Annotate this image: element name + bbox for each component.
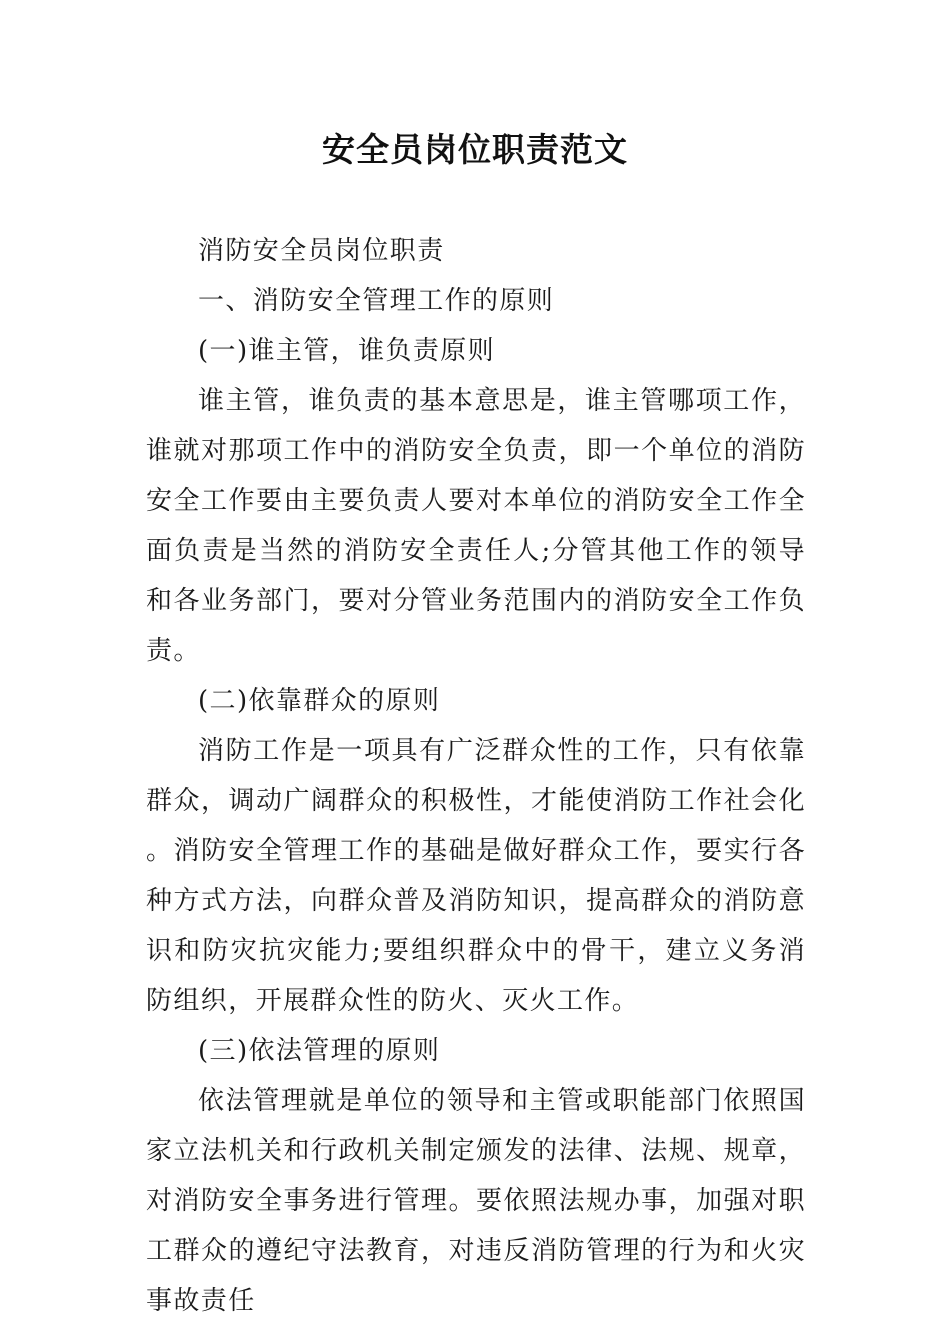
body-paragraph: 消防工作是一项具有广泛群众性的工作，只有依靠群众，调动广阔群众的积极性，才能使消防工作社会化。消防安全管理工作的基础是做好群众工作，要实行各种方式方法，向群众普及消防知识，提高群众的消防意识和防灾抗灾能力;要组织群众中的骨干，建立义务消防组织，开展群众性的防火、灭火工作。 [146,736,806,1016]
chapter-heading: 一、消防安全管理工作的原则 [198,286,555,316]
document-title: 安全员岗位职责范文 [322,130,628,169]
subsection-heading: (二)依靠群众的原则 [198,686,441,716]
section-heading: 消防安全员岗位职责 [198,236,445,266]
body-paragraph: 依法管理就是单位的领导和主管或职能部门依照国家立法机关和行政机关制定颁发的法律、法规、规章，对消防安全事务进行管理。要依照法规办事，加强对职工群众的遵纪守法教育，对违反消防管理的行为和火灾事故责任 [146,1086,806,1316]
subsection-heading: (一)谁主管，谁负责原则 [198,336,496,366]
body-paragraph: 谁主管，谁负责的基本意思是，谁主管哪项工作，谁就对那项工作中的消防安全负责，即一个单位的消防安全工作要由主要负责人要对本单位的消防安全工作全面负责是当然的消防安全责任人;分管其他工作的领导和各业务部门，要对分管业务范围内的消防安全工作负责。 [146,386,806,666]
document-body [146,226,806,1326]
subsection-heading: (三)依法管理的原则 [198,1036,441,1066]
